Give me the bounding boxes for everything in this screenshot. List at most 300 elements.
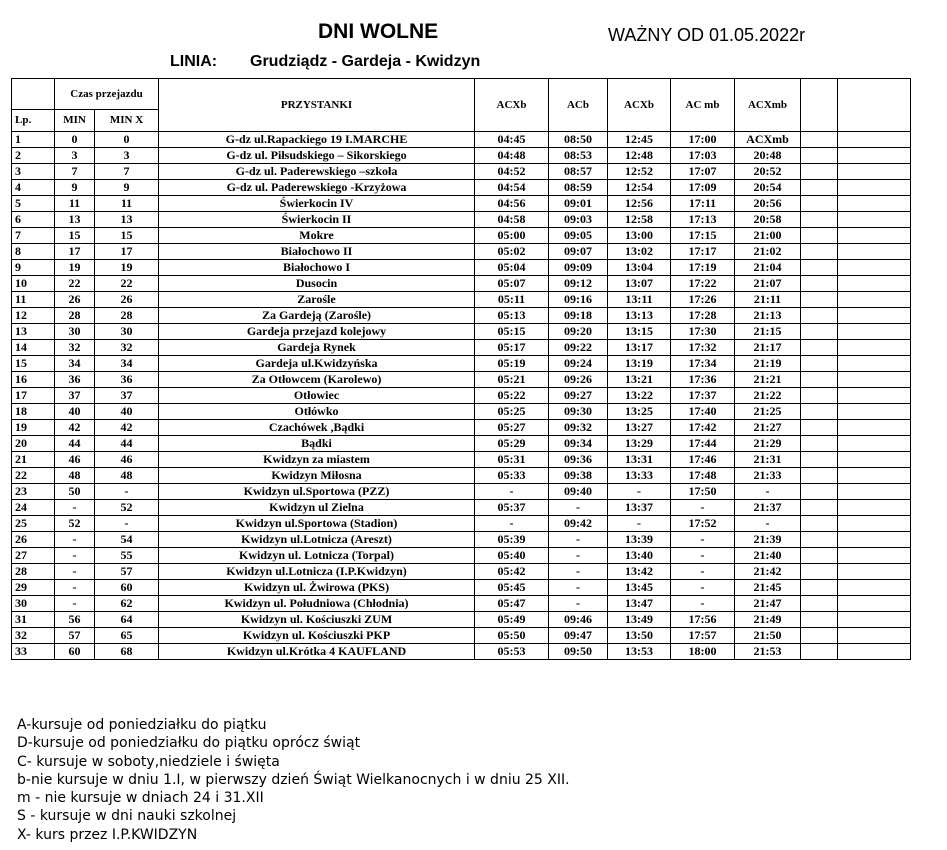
departure-time: 13:27 <box>608 420 671 436</box>
table-row <box>12 532 911 548</box>
lp-cell: 18 <box>12 404 55 420</box>
departure-time: 13:39 <box>608 532 671 548</box>
departure-time: 09:12 <box>549 276 608 292</box>
departure-time: 05:53 <box>475 644 549 660</box>
min-cell: 36 <box>55 372 95 388</box>
empty-cell <box>801 164 838 180</box>
departure-time: 17:40 <box>671 404 735 420</box>
empty-cell <box>801 132 838 148</box>
departure-time: 12:56 <box>608 196 671 212</box>
table-row <box>12 404 911 420</box>
table-row <box>12 196 911 212</box>
departure-time: 12:54 <box>608 180 671 196</box>
departure-time: - <box>549 564 608 580</box>
stop-name: Gardeja przejazd kolejowy <box>159 324 475 340</box>
departure-time: 08:53 <box>549 148 608 164</box>
stop-name: Świerkocin IV <box>159 196 475 212</box>
departure-time: 21:39 <box>735 532 801 548</box>
departure-time: 09:16 <box>549 292 608 308</box>
table-row <box>12 612 911 628</box>
empty-cell <box>838 564 911 580</box>
departure-time: 17:50 <box>671 484 735 500</box>
stop-name: Zarośle <box>159 292 475 308</box>
departure-time: 13:53 <box>608 644 671 660</box>
departure-time: 05:50 <box>475 628 549 644</box>
stop-name: Kwidzyn ul. Żwirowa (PKS) <box>159 580 475 596</box>
empty-cell <box>838 436 911 452</box>
departure-time: 05:29 <box>475 436 549 452</box>
lp-cell: 22 <box>12 468 55 484</box>
stop-name: Kwidzyn ul. Kościuszki ZUM <box>159 612 475 628</box>
min-cell: 7 <box>55 164 95 180</box>
stop-name: G-dz ul. Piłsudskiego – Sikorskiego <box>159 148 475 164</box>
min-x-cell: 19 <box>95 260 159 276</box>
min-cell: 32 <box>55 340 95 356</box>
departure-time: 05:49 <box>475 612 549 628</box>
departure-time: 12:45 <box>608 132 671 148</box>
min-cell: 52 <box>55 516 95 532</box>
min-cell: 37 <box>55 388 95 404</box>
departure-time: 13:31 <box>608 452 671 468</box>
empty-cell <box>801 596 838 612</box>
min-x-cell: 62 <box>95 596 159 612</box>
departure-time: 13:07 <box>608 276 671 292</box>
stop-name: Za Otłowcem (Karolewo) <box>159 372 475 388</box>
min-x-cell: 13 <box>95 212 159 228</box>
lp-cell: 24 <box>12 500 55 516</box>
empty-cell <box>838 324 911 340</box>
departure-time: 17:44 <box>671 436 735 452</box>
departure-time: 21:50 <box>735 628 801 644</box>
min-x-cell: 26 <box>95 292 159 308</box>
min-x-cell: 46 <box>95 452 159 468</box>
empty-cell <box>801 228 838 244</box>
empty-cell <box>801 388 838 404</box>
departure-time: 21:04 <box>735 260 801 276</box>
course-header: ACXb <box>608 79 671 132</box>
departure-time: 09:32 <box>549 420 608 436</box>
stop-name: Białochowo II <box>159 244 475 260</box>
departure-time: 13:50 <box>608 628 671 644</box>
page-title: DNI WOLNE <box>318 20 439 43</box>
course-header: ACXmb <box>735 79 801 132</box>
departure-time: 13:02 <box>608 244 671 260</box>
min-x-cell: 28 <box>95 308 159 324</box>
departure-time: 21:15 <box>735 324 801 340</box>
course-header: AC mb <box>671 79 735 132</box>
table-row <box>12 292 911 308</box>
departure-time: 09:40 <box>549 484 608 500</box>
min-cell: 26 <box>55 292 95 308</box>
empty-cell <box>801 484 838 500</box>
stop-name: Mokre <box>159 228 475 244</box>
empty-cell <box>838 164 911 180</box>
stop-name: G-dz ul. Paderewskiego –szkoła <box>159 164 475 180</box>
departure-time: 17:46 <box>671 452 735 468</box>
min-x-cell: 30 <box>95 324 159 340</box>
departure-time: 05:42 <box>475 564 549 580</box>
departure-time: - <box>549 548 608 564</box>
table-row <box>12 356 911 372</box>
departure-time: 13:04 <box>608 260 671 276</box>
lp-cell: 15 <box>12 356 55 372</box>
line-info <box>170 53 480 71</box>
departure-time: 13:15 <box>608 324 671 340</box>
table-row <box>12 580 911 596</box>
min-cell: 44 <box>55 436 95 452</box>
empty-cell <box>801 452 838 468</box>
lp-cell: 10 <box>12 276 55 292</box>
departure-time: 21:47 <box>735 596 801 612</box>
departure-time: - <box>671 580 735 596</box>
empty-cell <box>838 612 911 628</box>
empty-cell <box>838 532 911 548</box>
min-cell: 11 <box>55 196 95 212</box>
departure-time: 13:22 <box>608 388 671 404</box>
lp-cell: 19 <box>12 420 55 436</box>
departure-time: 04:54 <box>475 180 549 196</box>
departure-time: 21:22 <box>735 388 801 404</box>
departure-time: 21:40 <box>735 548 801 564</box>
course-header: ACXb <box>475 79 549 132</box>
course-header: ACb <box>549 79 608 132</box>
departure-time: 09:24 <box>549 356 608 372</box>
departure-time: - <box>549 596 608 612</box>
empty-cell <box>838 340 911 356</box>
stop-name: Kwidzyn ul.Sportowa (Stadion) <box>159 516 475 532</box>
departure-time: 21:33 <box>735 468 801 484</box>
stop-name: Kwidzyn ul.Lotnicza (Areszt) <box>159 532 475 548</box>
lp-cell: 7 <box>12 228 55 244</box>
departure-time: 17:56 <box>671 612 735 628</box>
lp-cell: 32 <box>12 628 55 644</box>
departure-time: 05:02 <box>475 244 549 260</box>
departure-time: 20:56 <box>735 196 801 212</box>
min-cell: - <box>55 548 95 564</box>
departure-time: 08:50 <box>549 132 608 148</box>
min-cell: 30 <box>55 324 95 340</box>
lp-cell: 13 <box>12 324 55 340</box>
departure-time: 21:31 <box>735 452 801 468</box>
stop-name: Dusocin <box>159 276 475 292</box>
empty-cell <box>838 644 911 660</box>
empty-cell <box>801 420 838 436</box>
table-row <box>12 372 911 388</box>
departure-time: 21:42 <box>735 564 801 580</box>
departure-time: 17:36 <box>671 372 735 388</box>
corner-cell <box>12 79 55 110</box>
stop-name: Kwidzyn ul.Krótka 4 KAUFLAND <box>159 644 475 660</box>
min-cell: 48 <box>55 468 95 484</box>
empty-cell <box>801 436 838 452</box>
departure-time: 05:37 <box>475 500 549 516</box>
min-x-cell: 52 <box>95 500 159 516</box>
min-cell: 42 <box>55 420 95 436</box>
departure-time: 09:42 <box>549 516 608 532</box>
empty-cell <box>801 340 838 356</box>
min-cell: 9 <box>55 180 95 196</box>
departure-time: 13:11 <box>608 292 671 308</box>
table-row <box>12 340 911 356</box>
departure-time: 13:29 <box>608 436 671 452</box>
stop-name: Białochowo I <box>159 260 475 276</box>
departure-time: 05:47 <box>475 596 549 612</box>
departure-time: 05:33 <box>475 468 549 484</box>
departure-time: 21:49 <box>735 612 801 628</box>
note-line: D-kursuje od poniedziałku do piątku oprócz świąt <box>17 735 361 752</box>
departure-time: 21:07 <box>735 276 801 292</box>
departure-time: 13:21 <box>608 372 671 388</box>
lp-cell: 5 <box>12 196 55 212</box>
empty-cell <box>838 228 911 244</box>
empty-cell <box>801 372 838 388</box>
min-cell: 40 <box>55 404 95 420</box>
departure-time: - <box>671 596 735 612</box>
departure-time: 17:17 <box>671 244 735 260</box>
lp-cell: 17 <box>12 388 55 404</box>
empty-cell <box>801 580 838 596</box>
departure-time: 17:07 <box>671 164 735 180</box>
lp-cell: 23 <box>12 484 55 500</box>
table-row <box>12 308 911 324</box>
empty-cell <box>838 372 911 388</box>
min-cell: - <box>55 500 95 516</box>
departure-time: 12:52 <box>608 164 671 180</box>
table-row <box>12 420 911 436</box>
stop-name: Za Gardeją (Zarośle) <box>159 308 475 324</box>
departure-time: 17:34 <box>671 356 735 372</box>
departure-time: 09:05 <box>549 228 608 244</box>
departure-time: 20:48 <box>735 148 801 164</box>
departure-time: 17:52 <box>671 516 735 532</box>
empty-cell <box>838 260 911 276</box>
table-row <box>12 468 911 484</box>
departure-time: 12:58 <box>608 212 671 228</box>
table-row <box>12 500 911 516</box>
empty-cell <box>838 580 911 596</box>
departure-time: 17:26 <box>671 292 735 308</box>
min-cell: 0 <box>55 132 95 148</box>
departure-time: 17:03 <box>671 148 735 164</box>
min-cell: 3 <box>55 148 95 164</box>
table-row <box>12 180 911 196</box>
departure-time: 13:49 <box>608 612 671 628</box>
empty-cell <box>801 644 838 660</box>
empty-cell <box>838 132 911 148</box>
lp-cell: 26 <box>12 532 55 548</box>
lp-cell: 33 <box>12 644 55 660</box>
note-line: A-kursuje od poniedziałku do piątku <box>17 717 267 733</box>
table-row <box>12 564 911 580</box>
stop-name: Kwidzyn za miastem <box>159 452 475 468</box>
departure-time: - <box>735 484 801 500</box>
table-row <box>12 452 911 468</box>
table-row <box>12 644 911 660</box>
min-x-cell: 48 <box>95 468 159 484</box>
departure-time: 09:03 <box>549 212 608 228</box>
empty-cell <box>801 292 838 308</box>
min-x-cell: - <box>95 516 159 532</box>
departure-time: 13:17 <box>608 340 671 356</box>
lp-cell: 12 <box>12 308 55 324</box>
departure-time: 13:13 <box>608 308 671 324</box>
table-row <box>12 164 911 180</box>
table-row <box>12 228 911 244</box>
stop-name: Gardeja Rynek <box>159 340 475 356</box>
departure-time: 09:26 <box>549 372 608 388</box>
empty-cell <box>801 628 838 644</box>
lp-cell: 20 <box>12 436 55 452</box>
course-header <box>838 79 911 132</box>
note-line: S - kursuje w dni nauki szkolnej <box>17 808 237 825</box>
stop-name: Kwidzyn Miłosna <box>159 468 475 484</box>
note-line: m - nie kursuje w dniach 24 i 31.XII <box>17 790 264 807</box>
min-cell: 34 <box>55 356 95 372</box>
note-line: C- kursuje w soboty,niedziele i święta <box>17 753 280 770</box>
departure-time: 13:25 <box>608 404 671 420</box>
min-x-cell: 55 <box>95 548 159 564</box>
stop-name: Otłowiec <box>159 388 475 404</box>
departure-time: - <box>549 532 608 548</box>
timetable <box>11 78 911 660</box>
departure-time: 09:34 <box>549 436 608 452</box>
table-row <box>12 148 911 164</box>
stop-name: Kwidzyn ul. Lotnicza (Torpal) <box>159 548 475 564</box>
min-x-cell: 54 <box>95 532 159 548</box>
lp-cell: 1 <box>12 132 55 148</box>
min-cell: 17 <box>55 244 95 260</box>
departure-time: 18:00 <box>671 644 735 660</box>
departure-time: 09:38 <box>549 468 608 484</box>
empty-cell <box>838 404 911 420</box>
min-cell: 13 <box>55 212 95 228</box>
departure-time: 17:00 <box>671 132 735 148</box>
departure-time: 09:27 <box>549 388 608 404</box>
departure-time: 20:54 <box>735 180 801 196</box>
min-x-cell: 64 <box>95 612 159 628</box>
empty-cell <box>838 420 911 436</box>
min-x-cell: 44 <box>95 436 159 452</box>
departure-time: 21:27 <box>735 420 801 436</box>
lp-cell: 28 <box>12 564 55 580</box>
stop-name: Otłówko <box>159 404 475 420</box>
departure-time: 05:22 <box>475 388 549 404</box>
empty-cell <box>801 356 838 372</box>
empty-cell <box>801 276 838 292</box>
departure-time: 05:39 <box>475 532 549 548</box>
departure-time: 21:00 <box>735 228 801 244</box>
empty-cell <box>801 324 838 340</box>
stop-name: Kwidzyn ul.Sportowa (PZZ) <box>159 484 475 500</box>
empty-cell <box>801 244 838 260</box>
departure-time: 05:15 <box>475 324 549 340</box>
departure-time: 17:30 <box>671 324 735 340</box>
empty-cell <box>838 180 911 196</box>
table-row <box>12 324 911 340</box>
departure-time: 04:58 <box>475 212 549 228</box>
lp-cell: 9 <box>12 260 55 276</box>
min-x-header: MIN X <box>95 110 159 132</box>
min-x-cell: 57 <box>95 564 159 580</box>
min-x-cell: - <box>95 484 159 500</box>
empty-cell <box>801 500 838 516</box>
min-x-cell: 42 <box>95 420 159 436</box>
empty-cell <box>801 564 838 580</box>
empty-cell <box>838 452 911 468</box>
departure-time: 17:48 <box>671 468 735 484</box>
empty-cell <box>801 260 838 276</box>
stop-name: Gardeja ul.Kwidzyńska <box>159 356 475 372</box>
empty-cell <box>801 148 838 164</box>
departure-time: 08:59 <box>549 180 608 196</box>
min-cell: 50 <box>55 484 95 500</box>
empty-cell <box>838 500 911 516</box>
departure-time: 09:20 <box>549 324 608 340</box>
departure-time: 05:00 <box>475 228 549 244</box>
departure-time: 17:13 <box>671 212 735 228</box>
departure-time: 21:37 <box>735 500 801 516</box>
departure-time: 13:33 <box>608 468 671 484</box>
min-cell: 60 <box>55 644 95 660</box>
table-row <box>12 276 911 292</box>
departure-time: ACXmb <box>735 132 801 148</box>
departure-time: 05:40 <box>475 548 549 564</box>
departure-time: 21:02 <box>735 244 801 260</box>
departure-time: 21:13 <box>735 308 801 324</box>
departure-time: 20:52 <box>735 164 801 180</box>
empty-cell <box>838 148 911 164</box>
empty-cell <box>838 356 911 372</box>
empty-cell <box>801 180 838 196</box>
min-x-cell: 3 <box>95 148 159 164</box>
empty-cell <box>838 388 911 404</box>
min-x-cell: 37 <box>95 388 159 404</box>
min-cell: - <box>55 564 95 580</box>
departure-time: 09:46 <box>549 612 608 628</box>
table-row <box>12 436 911 452</box>
min-x-cell: 68 <box>95 644 159 660</box>
stop-name: G-dz ul. Paderewskiego -Krzyżowa <box>159 180 475 196</box>
min-header: MIN <box>55 110 95 132</box>
table-row <box>12 628 911 644</box>
departure-time: - <box>735 516 801 532</box>
travel-time-header: Czas przejazdu <box>55 79 159 110</box>
departure-time: 05:13 <box>475 308 549 324</box>
min-x-cell: 15 <box>95 228 159 244</box>
departure-time: - <box>608 516 671 532</box>
empty-cell <box>801 468 838 484</box>
departure-time: 04:52 <box>475 164 549 180</box>
lp-cell: 6 <box>12 212 55 228</box>
departure-time: 13:45 <box>608 580 671 596</box>
departure-time: - <box>671 500 735 516</box>
departure-time: 09:22 <box>549 340 608 356</box>
empty-cell <box>801 196 838 212</box>
table-row <box>12 596 911 612</box>
departure-time: 17:09 <box>671 180 735 196</box>
empty-cell <box>838 468 911 484</box>
departure-time: 17:19 <box>671 260 735 276</box>
lp-cell: 2 <box>12 148 55 164</box>
table-row <box>12 260 911 276</box>
empty-cell <box>801 516 838 532</box>
min-cell: 19 <box>55 260 95 276</box>
departure-time: 09:18 <box>549 308 608 324</box>
empty-cell <box>838 292 911 308</box>
departure-time: 17:11 <box>671 196 735 212</box>
table-row <box>12 212 911 228</box>
lp-cell: 16 <box>12 372 55 388</box>
